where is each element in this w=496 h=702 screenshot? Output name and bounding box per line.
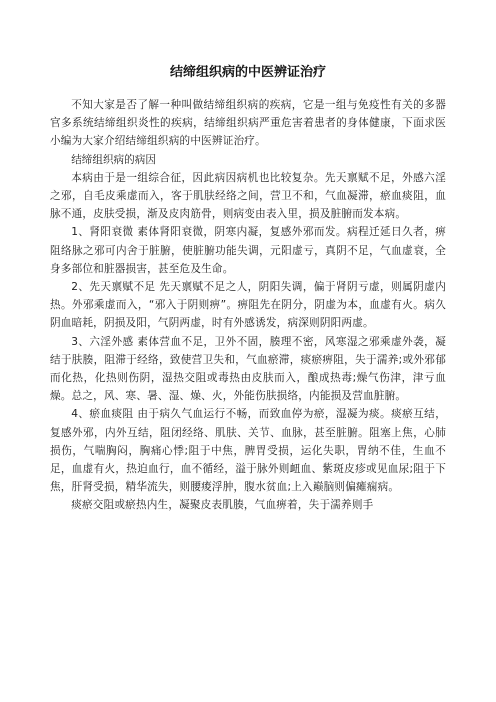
paragraph-phlegm-stasis: 痰瘀交阻或瘀热内生，凝聚皮表肌腠，气血痹着，失于濡养则手 [71,499,374,512]
section-heading-causes: 结缔组织病的病因 [71,153,156,166]
intro-paragraph: 不知大家是否了解一种叫做结缔组织病的疾病，它是一组与免疫性有关的多器官多系统结缔组织炎性的疾病，结缔组织病严重危害着患者的身体健康，下面求医小编为大家介绍结缔组织病的中医辨证治疗。 [50,99,446,148]
paragraph-congenital: 2、先天禀赋不足 先天禀赋不足之人，阴阳失调，偏于肾阴亏虚，则属阴虚内热。外邪乘虚而入，“邪入于阴则痹”。痹阻先在阴分，阴虚为本，血虚有火。病久阴血暗耗，阴损及阳，气阴两虚，时有外感诱发，病深则阴阳两虚。 [50,281,446,330]
paragraph-kidney-yang: 1、肾阳衰微 素体肾阳衰微，阴寒内凝，复感外邪而发。病程迁延日久者，痹阻络脉之邪可内舍于脏腑，使脏腑功能失调，元阳虚亏，真阴不足，气血虚衰，全身多部位和脏器损害，甚至危及生命。 [50,226,446,275]
paragraph-six-evils: 3、六淫外感 素体营血不足，卫外不固，腠理不密，风寒湿之邪乘虚外袭，凝结于肤腠，阻滞于经络，致使营卫失和，气血瘀滞，痰瘀痹阻，失于濡养;或外邪郁而化热，化热则伤阴，湿热交阻或毒热由皮肤而入，酿成热毒;燥气伤津，津亏血燥。总之，风、寒、暑、湿、燥、火，外能伤肤损络，内能损及营血脏腑。 [50,335,446,403]
document-title: 结缔组织病的中医辨证治疗 [169,65,326,80]
paragraph-blood-stasis: 4、瘀血痰阻 由于病久气血运行不畅，而致血停为瘀，湿凝为痰。痰瘀互结，复感外邪，内外互结，阻闭经络、肌肤、关节、血脉，甚至脏腑。阻塞上焦，心肺损伤，气喘胸闷，胸痛心悸;阻于中焦，脾胃受损，运化失职，胃纳不佳，生血不足，血虚有火，热迫血行，血不循经，溢于脉外则衄血、紫斑皮疹或见血尿;阻于下焦，肝肾受损，精华流失，则腰痠浮肿，腹水贫血;上入巅脑则偏瘫痫病。 [50,408,446,494]
paragraph-overview: 本病由于是一组综合征，因此病因病机也比较复杂。先天禀赋不足，外感六淫之邪，自毛皮乘虚而入，客于肌肤经络之间，营卫不和，气血凝滞，瘀血痰阻，血脉不通，皮肤受损，渐及皮肉筋骨，则病变由表入里，损及脏腑而发本病。 [50,171,446,221]
